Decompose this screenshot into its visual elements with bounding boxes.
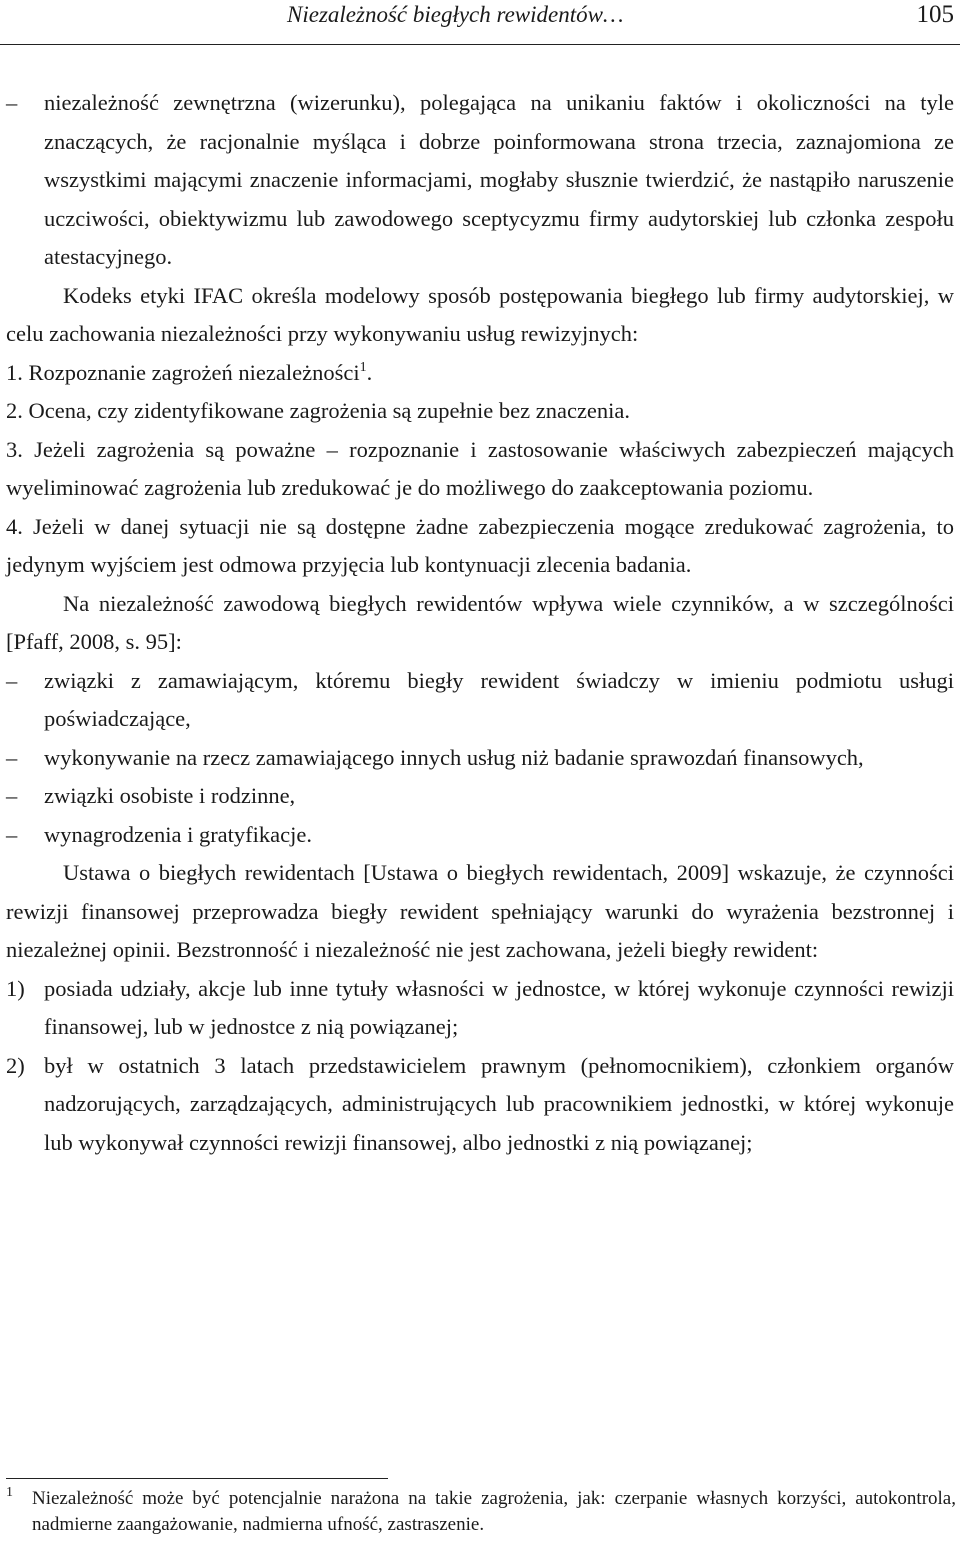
dash-marker: – xyxy=(6,667,18,693)
condition-text: posiada udziały, akcje lub inne tytuły własności w jednostce, w której wykonuje czynności rewizji finansowej, lub w jednostce z nią powiązanej; xyxy=(44,975,954,1039)
list-item xyxy=(6,777,954,816)
running-title: Niezależność biegłych rewidentów… xyxy=(287,2,624,27)
step-text-end: . xyxy=(366,359,373,385)
footnote xyxy=(6,1486,956,1538)
list-item-text: wynagrodzenia i gratyfikacje. xyxy=(44,821,313,847)
step-number: 3. xyxy=(6,436,23,462)
list-item-text: związki z zamawiającym, któremu biegły rewident świadczy w imieniu podmiotu usługi poświadczające, xyxy=(44,667,954,731)
condition-number: 2) xyxy=(6,1052,25,1078)
list-item-text: związki osobiste i rodzinne, xyxy=(44,783,296,808)
paragraph-factors: Na niezależność zawodową biegłych rewidentów wpływa wiele czynników, a w szczególności [Pfaff, 2008, s. 95]: xyxy=(6,590,954,654)
paragraph-ifac: Kodeks etyki IFAC określa modelowy sposób postępowania biegłego lub firmy audytorskiej, w celu zachowania niezależności przy wykonywaniu usług rewizyjnych: xyxy=(6,282,954,346)
dash-marker: – xyxy=(6,783,18,808)
list-item-text: wykonywanie na rzecz zamawiającego innych usług niż badanie sprawozdań finansowych, xyxy=(44,744,864,770)
condition-text: był w ostatnich 3 latach przedstawicielem prawnym (pełnomocnikiem), członkiem organów nadzorujących, zarządzających, administrujących lub pracownikiem jednostki, w której wykonuje lub wykonywał czynności rewizji finansowej, albo jednostki z nią powiązanej; xyxy=(44,1052,954,1155)
ifac-step-4 xyxy=(6,508,954,585)
dash-marker: – xyxy=(6,821,18,847)
step-text: Jeżeli w danej sytuacji nie są dostępne żadne zabezpieczenia mogące zredukować zagrożenia, to jedynym wyjściem jest odmowa przyjęcia lub kontynuacji zlecenia badania. xyxy=(6,513,954,577)
ifac-step-2 xyxy=(6,392,954,431)
step-number: 1. xyxy=(6,359,23,385)
page-number: 105 xyxy=(916,1,954,28)
list-item xyxy=(6,739,954,778)
condition-item-1 xyxy=(6,970,954,1047)
list-item-text: niezależność zewnętrzna (wizerunku), polegająca na unikaniu faktów i okoliczności na tyle znaczących, że racjonalnie myśląca i dobrze poinformowana strona trzecia, zaznajomiona ze wszystkimi mającymi znaczenie informacjami, mogłaby słusznie twierdzić, że nastąpiło naruszenie uczciwości, obiektywizmu lub zawodowego sceptycyzmu firmy audytorskiej lub członka zespołu atestacyjnego. xyxy=(44,90,954,269)
footnote-mark: 1 xyxy=(6,1485,13,1500)
page-header xyxy=(0,0,960,45)
list-item xyxy=(6,84,954,277)
paragraph-ustawa: Ustawa o biegłych rewidentach [Ustawa o biegłych rewidentach, 2009] wskazuje, że czynności rewizji finansowej przeprowadza biegły rewident spełniający warunki do wyrażenia bezstronnej i niezależnej opinii. Bezstronność i niezależność nie jest zachowana, jeżeli biegły rewident: xyxy=(6,860,954,962)
list-item xyxy=(6,816,954,855)
footnote-separator xyxy=(6,1478,388,1479)
page-body xyxy=(6,84,954,1162)
step-number: 4. xyxy=(6,513,23,539)
dash-marker: – xyxy=(6,90,18,115)
step-text: Ocena, czy zidentyfikowane zagrożenia są zupełnie bez znaczenia. xyxy=(28,398,631,423)
ifac-step-3 xyxy=(6,431,954,508)
list-item xyxy=(6,662,954,739)
condition-item-2 xyxy=(6,1047,954,1163)
step-text: Rozpoznanie zagrożeń niezależności xyxy=(28,359,360,385)
step-number: 2. xyxy=(6,398,23,423)
condition-number: 1) xyxy=(6,975,25,1001)
footnote-text: Niezależność może być potencjalnie narażona na takie zagrożenia, jak: czerpanie własnych korzyści, autokontrola, nadmierne zaangażowanie, nadmierna ufność, zastraszenie. xyxy=(32,1488,956,1535)
step-text: Jeżeli zagrożenia są poważne – rozpoznanie i zastosowanie właściwych zabezpieczeń mających wyeliminować zagrożenia lub zredukować je do możliwego do zaakceptowania poziomu. xyxy=(6,436,954,500)
footnote-reference[interactable]: 1 xyxy=(359,359,367,375)
ifac-step-1 xyxy=(6,354,954,393)
dash-marker: – xyxy=(6,744,18,770)
